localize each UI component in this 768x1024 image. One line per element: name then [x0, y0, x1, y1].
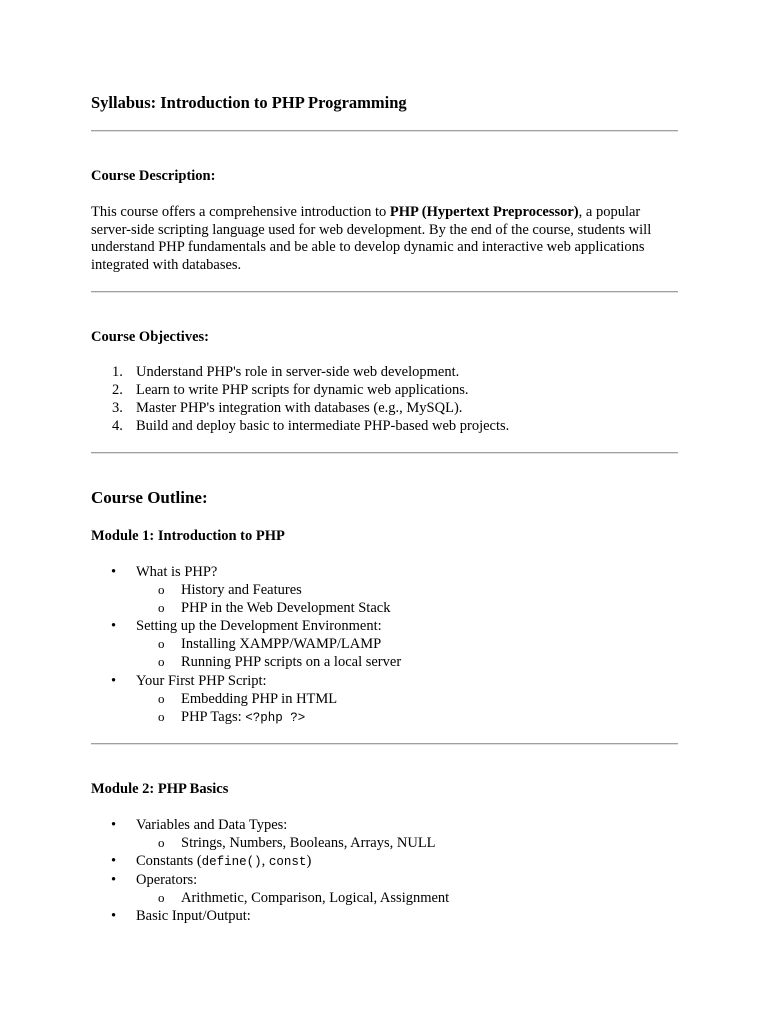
subtopic-list: [136, 690, 678, 727]
module1-topic-list: [91, 563, 678, 727]
bullet-icon: •: [111, 564, 117, 580]
outline-heading: Course Outline:: [91, 488, 208, 507]
description-bold-term: PHP (Hypertext Preprocessor): [389, 204, 579, 220]
objective-text: Build and deploy basic to intermediate PHP-based web projects.: [136, 418, 510, 434]
const-code: const: [268, 855, 307, 870]
horizontal-rule: [91, 130, 678, 132]
list-item: [91, 871, 678, 907]
topic-text: Operators:: [136, 872, 198, 889]
objective-number: 2.: [112, 382, 123, 398]
topic-text: Setting up the Development Environment:: [136, 618, 382, 635]
subtopic-list: [136, 635, 678, 671]
topic-separator: ,: [261, 853, 269, 870]
objective-number: 4.: [112, 418, 123, 434]
objective-text: Understand PHP's role in server-side web development.: [136, 364, 460, 380]
subtopic-label: PHP Tags:: [181, 708, 246, 725]
objective-item: [91, 417, 678, 435]
bullet-icon: •: [111, 872, 117, 889]
objective-item: [91, 381, 678, 399]
topic-text: Variables and Data Types:: [136, 817, 288, 833]
subtopic-text: Running PHP scripts on a local server: [181, 654, 402, 671]
objective-item: [91, 399, 678, 417]
list-item: [136, 581, 678, 599]
subtopic-list: [136, 581, 678, 617]
sub-bullet-icon: o: [158, 636, 165, 652]
subtopic-list: [136, 889, 678, 907]
topic-text-before: Constants (: [136, 853, 202, 870]
objective-text: Learn to write PHP scripts for dynamic web applications.: [136, 382, 469, 398]
objectives-heading: Course Objectives:: [91, 329, 209, 345]
list-item: [136, 708, 678, 727]
subtopic-text: Embedding PHP in HTML: [181, 690, 338, 707]
list-item: [136, 834, 678, 852]
topic-text: What is PHP?: [136, 564, 218, 580]
sub-bullet-icon: o: [158, 890, 165, 906]
horizontal-rule: [91, 452, 678, 454]
list-item: [91, 907, 678, 925]
sub-bullet-icon: o: [158, 600, 165, 616]
subtopic-text: Installing XAMPP/WAMP/LAMP: [181, 636, 382, 653]
list-item: [136, 690, 678, 708]
bullet-icon: •: [111, 853, 117, 870]
description-text-after: , a popular server-side scripting language used for web development. By the end of the course, students will understand PHP fundamentals and be able to develop dynamic and interactive web applications integrated with databases.: [91, 204, 652, 273]
topic-text: Basic Input/Output:: [136, 908, 251, 925]
objective-number: 3.: [112, 400, 123, 416]
description-paragraph: [91, 204, 678, 274]
list-item: [136, 635, 678, 653]
module2-heading: Module 2: PHP Basics: [91, 781, 229, 797]
description-text-before: This course offers a comprehensive introduction to: [91, 204, 390, 220]
objective-number: 1.: [112, 364, 123, 380]
sub-bullet-icon: o: [158, 654, 165, 670]
module2-topic-list: [91, 816, 678, 926]
bullet-icon: •: [111, 618, 117, 635]
sub-bullet-icon: o: [158, 835, 165, 851]
bullet-icon: •: [111, 672, 117, 689]
subtopic-text: History and Features: [181, 582, 302, 599]
module1-heading: Module 1: Introduction to PHP: [91, 528, 285, 544]
bullet-icon: •: [111, 817, 117, 833]
list-item: [136, 599, 678, 617]
objectives-list: [91, 363, 678, 435]
subtopic-text: Strings, Numbers, Booleans, Arrays, NULL: [181, 835, 436, 852]
page-title: Syllabus: Introduction to PHP Programming: [91, 93, 407, 112]
subtopic-list: [136, 834, 678, 852]
topic-text-after: ): [306, 853, 312, 870]
sub-bullet-icon: o: [158, 708, 165, 724]
define-code: define(): [201, 855, 262, 870]
subtopic-text: Arithmetic, Comparison, Logical, Assignment: [181, 890, 450, 907]
sub-bullet-icon: o: [158, 690, 165, 706]
subtopic-text: PHP in the Web Development Stack: [181, 600, 391, 617]
horizontal-rule: [91, 743, 678, 745]
horizontal-rule: [91, 291, 678, 293]
list-item: [136, 889, 678, 907]
list-item: [91, 563, 678, 617]
list-item: [136, 653, 678, 671]
list-item: [91, 672, 678, 727]
php-tags-code: <?php ?>: [245, 710, 306, 725]
list-item: [91, 617, 678, 671]
bullet-icon: •: [111, 908, 117, 925]
objective-text: Master PHP's integration with databases (e.g., MySQL).: [136, 400, 463, 416]
objective-item: [91, 363, 678, 381]
topic-text: Your First PHP Script:: [136, 672, 267, 689]
sub-bullet-icon: o: [158, 582, 165, 598]
list-item: [91, 816, 678, 852]
description-heading: Course Description:: [91, 168, 216, 184]
list-item: [91, 852, 678, 871]
